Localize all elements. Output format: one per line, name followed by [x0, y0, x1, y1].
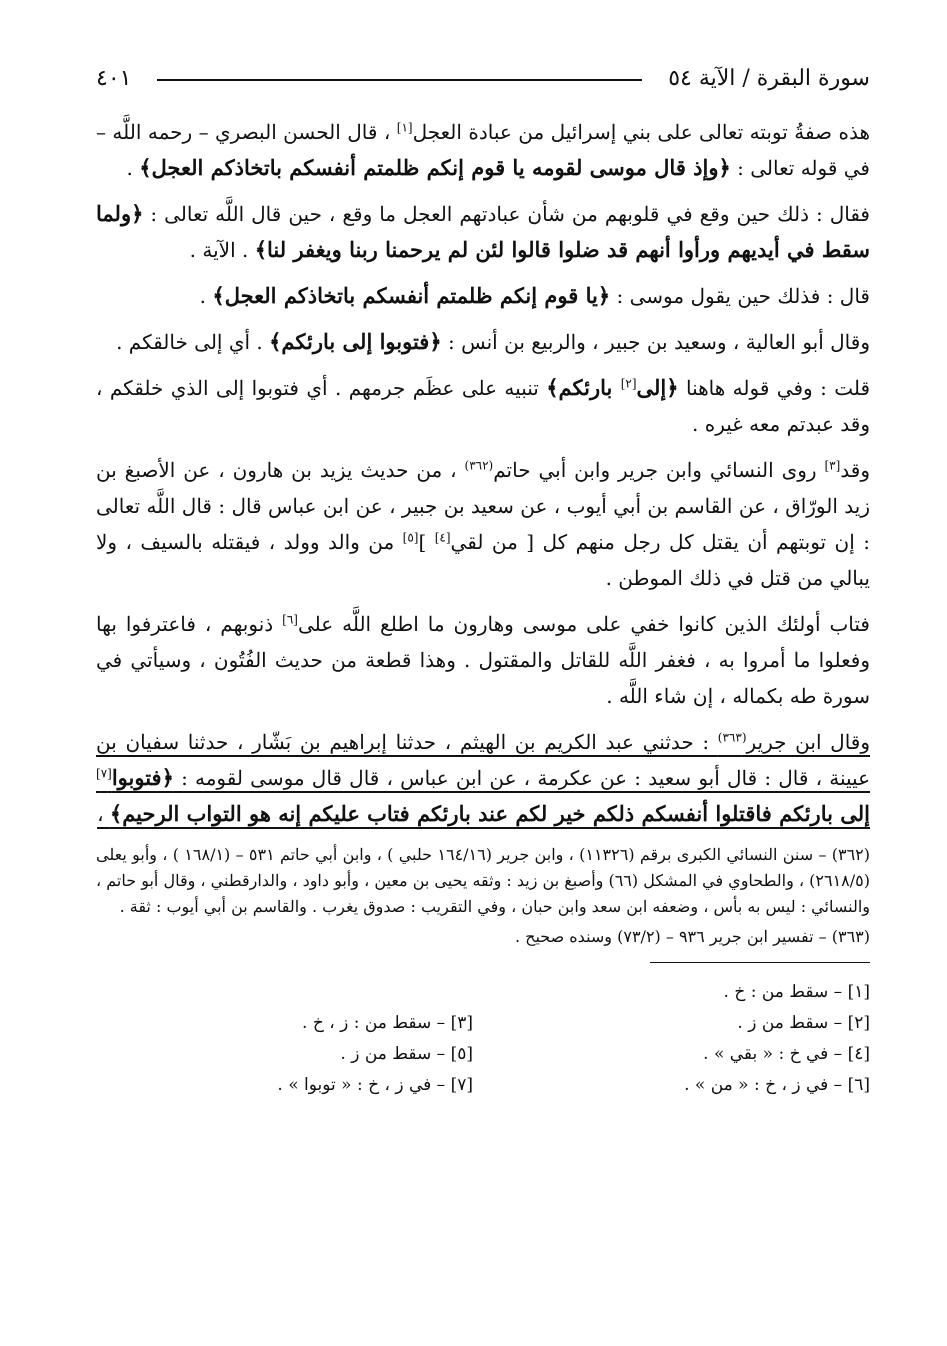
text: . أي إلى خالقكم .: [116, 330, 270, 354]
note-7: [٧] – في ز ، خ : « توبوا » .: [277, 1075, 473, 1095]
surah-title: سورة البقرة / الآية ٥٤: [668, 65, 870, 91]
note-ref: [٣]: [824, 458, 841, 473]
note-5: [٥] – سقط من ز .: [340, 1044, 473, 1064]
quran-verse: بارئكم﴾: [546, 375, 621, 400]
paragraph-2: [96, 196, 870, 268]
paragraph-7: [96, 606, 870, 714]
text: قلت : وفي قوله هاهنا: [678, 376, 871, 400]
note-4: [٤] – في خ : « بقي » .: [703, 1044, 870, 1064]
page-header: [96, 58, 870, 98]
note-3: [٣] – سقط من : ز ، خ .: [302, 1013, 473, 1033]
note-ref: [٧]: [96, 766, 112, 781]
footnotes: [96, 842, 870, 950]
note-ref: [٦]: [282, 612, 298, 627]
paragraph-8: [96, 724, 870, 832]
paragraph-4: [96, 324, 870, 360]
text: .: [199, 284, 213, 308]
note-ref: [٤]: [434, 530, 451, 545]
text: . الآية .: [189, 238, 255, 262]
text: : حدثني عبد الكريم بن الهيثم ، حدثنا إبراهيم بن بَشّار ، حدثنا سفيان بن عيينة ، قال : قال أبو سعيد : عن عكرمة ، عن ابن عباس ، قال قال موسى لقومه :: [96, 730, 870, 790]
text: .: [126, 156, 140, 180]
footnote-ref: (٣٦٢): [464, 458, 494, 473]
text: فقال : ذلك حين وقع في قلوبهم من شأن عبادتهم العجل ما وقع ، حين قال اللَّه تعالى :: [143, 202, 870, 226]
notes-left-column: [96, 977, 473, 1101]
paragraph-3: [96, 278, 870, 314]
quran-verse: ﴿يا قوم إنكم ظلمتم أنفسكم باتخاذكم العجل﴾: [212, 283, 611, 308]
text: وقد: [840, 458, 870, 482]
quran-verse: ﴿فتوبوا إلى بارئكم﴾: [269, 329, 442, 354]
paragraph-1: [96, 114, 870, 186]
note-ref: [١]: [396, 120, 413, 135]
quran-verse: ﴿فتوبوا: [111, 765, 174, 790]
quran-verse: إلى بارئكم فاقتلوا أنفسكم ذلكم خير لكم عند بارئكم فتاب عليكم إنه هو التواب الرحيم﴾: [109, 801, 870, 826]
footnote-ref: (٣٦٣): [717, 730, 747, 745]
footnote-362: (٣٦٢) – سنن النسائي الكبرى برقم (١١٣٢٦) ، وابن جرير (١٦٤/١٦ حلبي ) ، وابن أبي حاتم ٥٣١ – (١٦٨/١ ) ، وأبو يعلى (٢٦١٨/٥) ، والطحاوي في المشكل (٦٦) وأصبغ بن زيد : وثقه يحيى بن معين ، وأبو داود ، والدارقطني ، وقال أبو حاتم ، والنسائي : ليس به بأس ، وضعفه ابن سعد وابن حبان ، وفي التقريب : صدوق يغرب . والقاسم بن أبي أيوب : ثقة .: [96, 845, 871, 916]
note-1: [١] – سقط من : خ .: [723, 982, 870, 1002]
notes-right-column: [493, 977, 870, 1101]
text: وقال ابن جرير: [746, 730, 871, 754]
text: ، قال الحسن البصري – رحمه اللَّه – في قوله تعالى :: [96, 120, 870, 180]
note-ref: [٢]: [620, 376, 637, 391]
note-2: [٢] – سقط من ز .: [737, 1013, 870, 1033]
book-page: [96, 58, 870, 1101]
text: من والد وولد ، فيقتله بالسيف ، ولا يبالي من قتل في ذلك الموطن .: [96, 530, 870, 590]
quran-verse: ﴿إلى: [636, 375, 679, 400]
paragraph-5: [96, 370, 870, 442]
text: هذه صفةُ توبته تعالى على بني إسرائيل من عبادة العجل: [412, 120, 870, 144]
note-ref: [٥]: [402, 530, 419, 545]
text: تنبيه على عظَم جرمهم . أي فتوبوا إلى الذي خلقكم ، وقد عبدتم معه غيره .: [96, 376, 870, 436]
header-rule: [157, 79, 642, 81]
text: ذنوبهم ، فاعترفوا بها وفعلوا ما أمروا به ، فغفر اللَّه للقاتل والمقتول . وهذا قطعة من حديث الفُتُون ، وسيأتي في سورة طه بكماله ، إن شاء اللَّه .: [96, 612, 870, 708]
quran-verse: ﴿ولما سقط في أيديهم ورأوا أنهم قد ضلوا قالوا لئن لم يرحمنا ربنا ويغفر لنا﴾: [96, 201, 870, 262]
paragraph-6: [96, 452, 870, 596]
text: وقال أبو العالية ، وسعيد بن جبير ، والربيع بن أنس :: [441, 330, 870, 354]
note-6: [٦] – في ز ، خ : « من » .: [684, 1075, 870, 1095]
quran-verse: ﴿وإذ قال موسى لقومه يا قوم إنكم ظلمتم أنفسكم باتخاذكم العجل﴾: [139, 155, 731, 180]
text: فتاب أولئك الذين كانوا خفي على موسى وهارون ما اطلع اللَّه على: [297, 612, 870, 636]
text: ،: [97, 802, 110, 826]
notes-divider: [650, 962, 870, 963]
text: ]: [418, 530, 435, 554]
text: قال : فذلك حين يقول موسى :: [610, 284, 870, 308]
page-number: ٤٠١: [96, 65, 132, 91]
text: روى النسائي وابن جرير وابن أبي حاتم: [493, 458, 825, 482]
text: ، من حديث يزيد بن هارون ، عن الأصبغ بن زيد الورّاق ، عن القاسم بن أبي أيوب ، عن سعيد بن جبير ، عن ابن عباس قال : قال اللَّه تعالى : إن توبتهم أن يقتل كل رجل منهم كل [ من لقي: [96, 458, 870, 554]
footnote-363: (٣٦٣) – تفسير ابن جرير ٩٣٦ – (٧٣/٢) وسنده صحيح .: [514, 927, 870, 946]
manuscript-notes: [96, 977, 870, 1101]
